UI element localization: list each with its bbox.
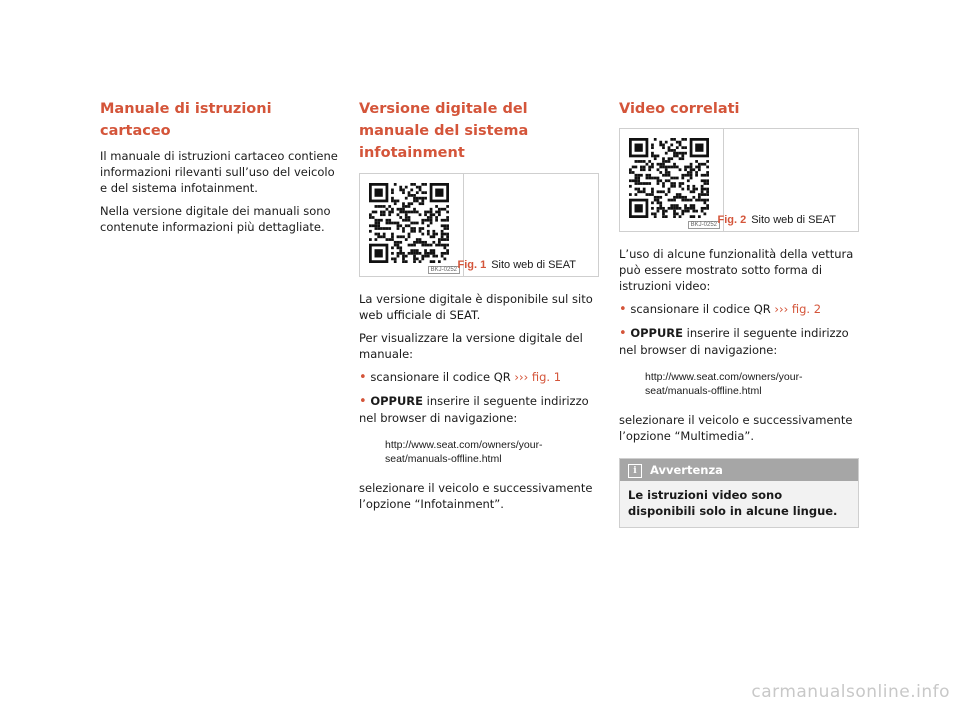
section-title: Versione digitale del manuale del sistema infotainment xyxy=(359,101,529,161)
qr-code-image xyxy=(629,138,709,218)
qr-code-frame xyxy=(360,174,464,276)
paragraph: L’uso di alcune funzionalità della vettura può essere mostrato sotto forma di istruzioni video: xyxy=(619,247,854,293)
paragraph: selezionare il veicolo e successivamente l’opzione “Infotainment”. xyxy=(359,481,593,511)
list-item xyxy=(359,393,599,426)
figure-caption-text: Sito web di SEAT xyxy=(491,259,576,271)
bullet-icon: • xyxy=(359,370,367,385)
url-line: seat/manuals-offline.html xyxy=(645,385,762,397)
list-item-keyword: OPPURE xyxy=(630,326,684,340)
bullet-icon: • xyxy=(619,302,627,317)
list-item xyxy=(619,325,859,358)
figure-caption xyxy=(457,259,576,271)
paragraph: Per visualizzare la versione digitale del manuale: xyxy=(359,331,583,361)
list-item-text: scansionare il codice QR xyxy=(630,302,775,316)
figure-caption xyxy=(717,214,836,226)
qr-code-frame xyxy=(620,129,724,231)
paragraph: La versione digitale è disponibile sul sito web ufficiale di SEAT. xyxy=(359,292,593,322)
section-title: Video correlati xyxy=(619,101,740,117)
paragraph: Il manuale di istruzioni cartaceo contiene informazioni rilevanti sull’uso del veicolo e del sistema infotainment. xyxy=(100,149,338,195)
column-videos xyxy=(619,98,859,528)
list-item-text: scansionare il codice QR xyxy=(370,370,515,384)
list-item xyxy=(619,301,859,318)
url-line: http://www.seat.com/owners/your- xyxy=(645,371,803,383)
figure-reference-link[interactable]: ››› fig. 1 xyxy=(514,370,562,384)
list-item xyxy=(359,369,599,386)
url-line: http://www.seat.com/owners/your- xyxy=(385,439,543,451)
note-title: Avvertenza xyxy=(650,463,723,477)
bullet-icon: • xyxy=(619,326,627,341)
info-icon: i xyxy=(628,464,642,478)
figure-caption-text: Sito web di SEAT xyxy=(751,214,836,226)
url-text[interactable] xyxy=(645,370,859,398)
watermark-text: carmanualsonline.info xyxy=(751,682,950,702)
figure-reference-link[interactable]: ››› fig. 2 xyxy=(774,302,822,316)
url-line: seat/manuals-offline.html xyxy=(385,453,502,465)
column-digital-manual xyxy=(359,98,599,519)
figure-code: BKJ-0252 xyxy=(688,221,720,229)
figure-code: BKJ-0252 xyxy=(428,266,460,274)
bullet-icon: • xyxy=(359,394,367,409)
paragraph: Nella versione digitale dei manuali sono contenute informazioni più dettagliate. xyxy=(100,204,331,234)
paragraph: selezionare il veicolo e successivamente l’opzione “Multimedia”. xyxy=(619,413,853,443)
note-text: Le istruzioni video sono disponibili solo in alcune lingue. xyxy=(620,481,858,527)
qr-code-image xyxy=(369,183,449,263)
column-paper-manual xyxy=(100,98,340,242)
list-item-keyword: OPPURE xyxy=(370,394,424,408)
figure-number: Fig. 1 xyxy=(457,259,487,271)
figure-1 xyxy=(359,173,599,277)
note-header xyxy=(620,459,858,481)
section-title: Manuale di istruzioni cartaceo xyxy=(100,101,272,139)
warning-note xyxy=(619,458,859,528)
figure-2 xyxy=(619,128,859,232)
list-item-text: inserire il seguente indirizzo nel browser di navigazione: xyxy=(619,326,849,357)
figure-number: Fig. 2 xyxy=(717,214,747,226)
url-text[interactable] xyxy=(385,438,599,466)
list-item-text: inserire il seguente indirizzo nel browser di navigazione: xyxy=(359,394,589,425)
